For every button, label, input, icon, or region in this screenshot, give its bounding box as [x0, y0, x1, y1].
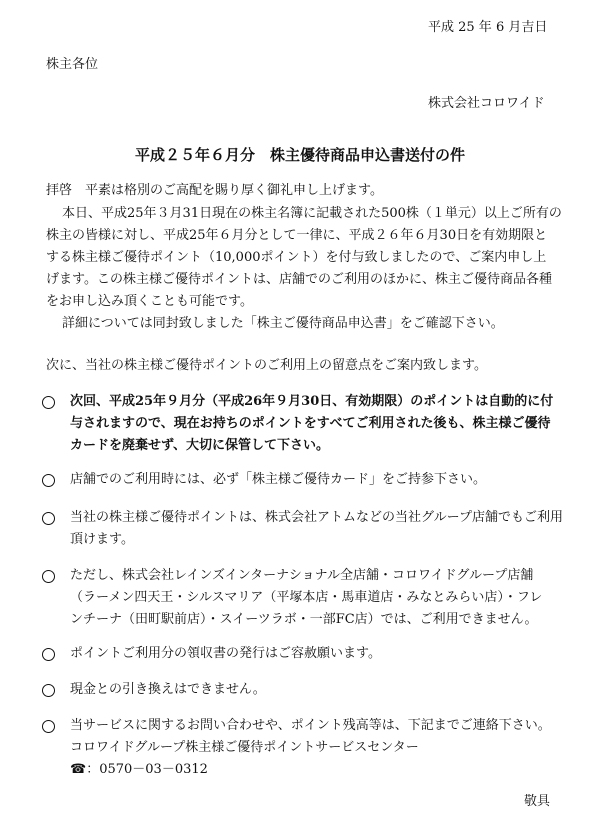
- company-name: 株式会社コロワイド: [428, 96, 545, 111]
- intro-line: 株主の皆様に対し、平成25年６月分として一律に、平成２６年６月30日を有効期限と: [46, 228, 548, 243]
- phone-number: ：0570－03－0312: [86, 762, 208, 777]
- intro-line: 詳細については同封致しました「株主ご優待商品申込書」をご確認下さい。: [62, 316, 504, 331]
- intro-line: 拝啓 平素は格別のご高配を賜り厚く御礼申し上げます。: [46, 183, 383, 198]
- item-line: コロワイドグループ株主様ご優待ポイントサービスセンター: [70, 740, 419, 755]
- item-line: 当サービスに関するお問い合わせや、ポイント残高等は、下記までご連絡下さい。: [70, 718, 551, 733]
- circle-bullet-icon: [42, 648, 55, 661]
- notice-intro: 次に、当社の株主様ご優待ポイントのご利用上の留意点をご案内致します。: [46, 358, 487, 373]
- document-title: 平成２５年６月分 株主優待商品申込書送付の件: [134, 146, 465, 164]
- contact-phone: [70, 762, 208, 778]
- item-line: （ラーメン四天王・シルスマリア（平塚本店・馬車道店・みなとみらい店）・フレ: [70, 590, 543, 605]
- intro-line: 本日、平成25年３月31日現在の株主名簿に記載された500株（１単元）以上ご所有の: [62, 206, 562, 221]
- circle-bullet-icon: [42, 720, 55, 733]
- item-line: 現金との引き換えはできません。: [70, 682, 266, 697]
- item-line: 次回、平成25年９月分（平成26年９月30日、有効期限）のポイントは自動的に付: [70, 394, 554, 409]
- item-line: ただし、株式会社レインズインターナショナル全店舗・コロワイドグループ店舗: [70, 568, 534, 583]
- intro-line: をお申し込み頂くことも可能です。: [46, 294, 253, 309]
- item-line: ポイントご利用分の領収書の発行はご容赦願います。: [70, 646, 381, 661]
- circle-bullet-icon: [42, 512, 55, 525]
- circle-bullet-icon: [42, 684, 55, 697]
- item-line: 当社の株主様ご優待ポイントは、株式会社アトムなどの当社グループ店舗でもご利用: [70, 510, 563, 525]
- item-line: ンチーナ（田町駅前店）・スイーツラボ・一部FC店）では、ご利用できません。: [70, 612, 538, 627]
- addressee: 株主各位: [46, 57, 99, 72]
- circle-bullet-icon: [42, 474, 55, 487]
- date: 平成 25 年 6 月吉日: [428, 20, 548, 35]
- circle-bullet-icon: [42, 396, 55, 409]
- circle-bullet-icon: [42, 570, 55, 583]
- item-line: 店舗でのご利用時には、必ず「株主様ご優待カード」をご持参下さい。: [70, 472, 487, 487]
- closing: 敬具: [524, 794, 551, 809]
- item-line: 与されますので、現在お持ちのポイントをすべてご利用された後も、株主様ご優待: [70, 416, 551, 431]
- item-line: 頂けます。: [70, 532, 134, 547]
- item-line: カードを廃棄せず、大切に保管して下さい。: [70, 438, 329, 453]
- intro-line: する株主様ご優待ポイント（10,000ポイント）を付与致しましたので、ご案内申し上: [46, 250, 547, 265]
- intro-line: げます。この株主様ご優待ポイントは、店舗でのご利用のほかに、株主ご優待商品各種: [46, 272, 552, 287]
- telephone-icon: ☎: [70, 762, 87, 777]
